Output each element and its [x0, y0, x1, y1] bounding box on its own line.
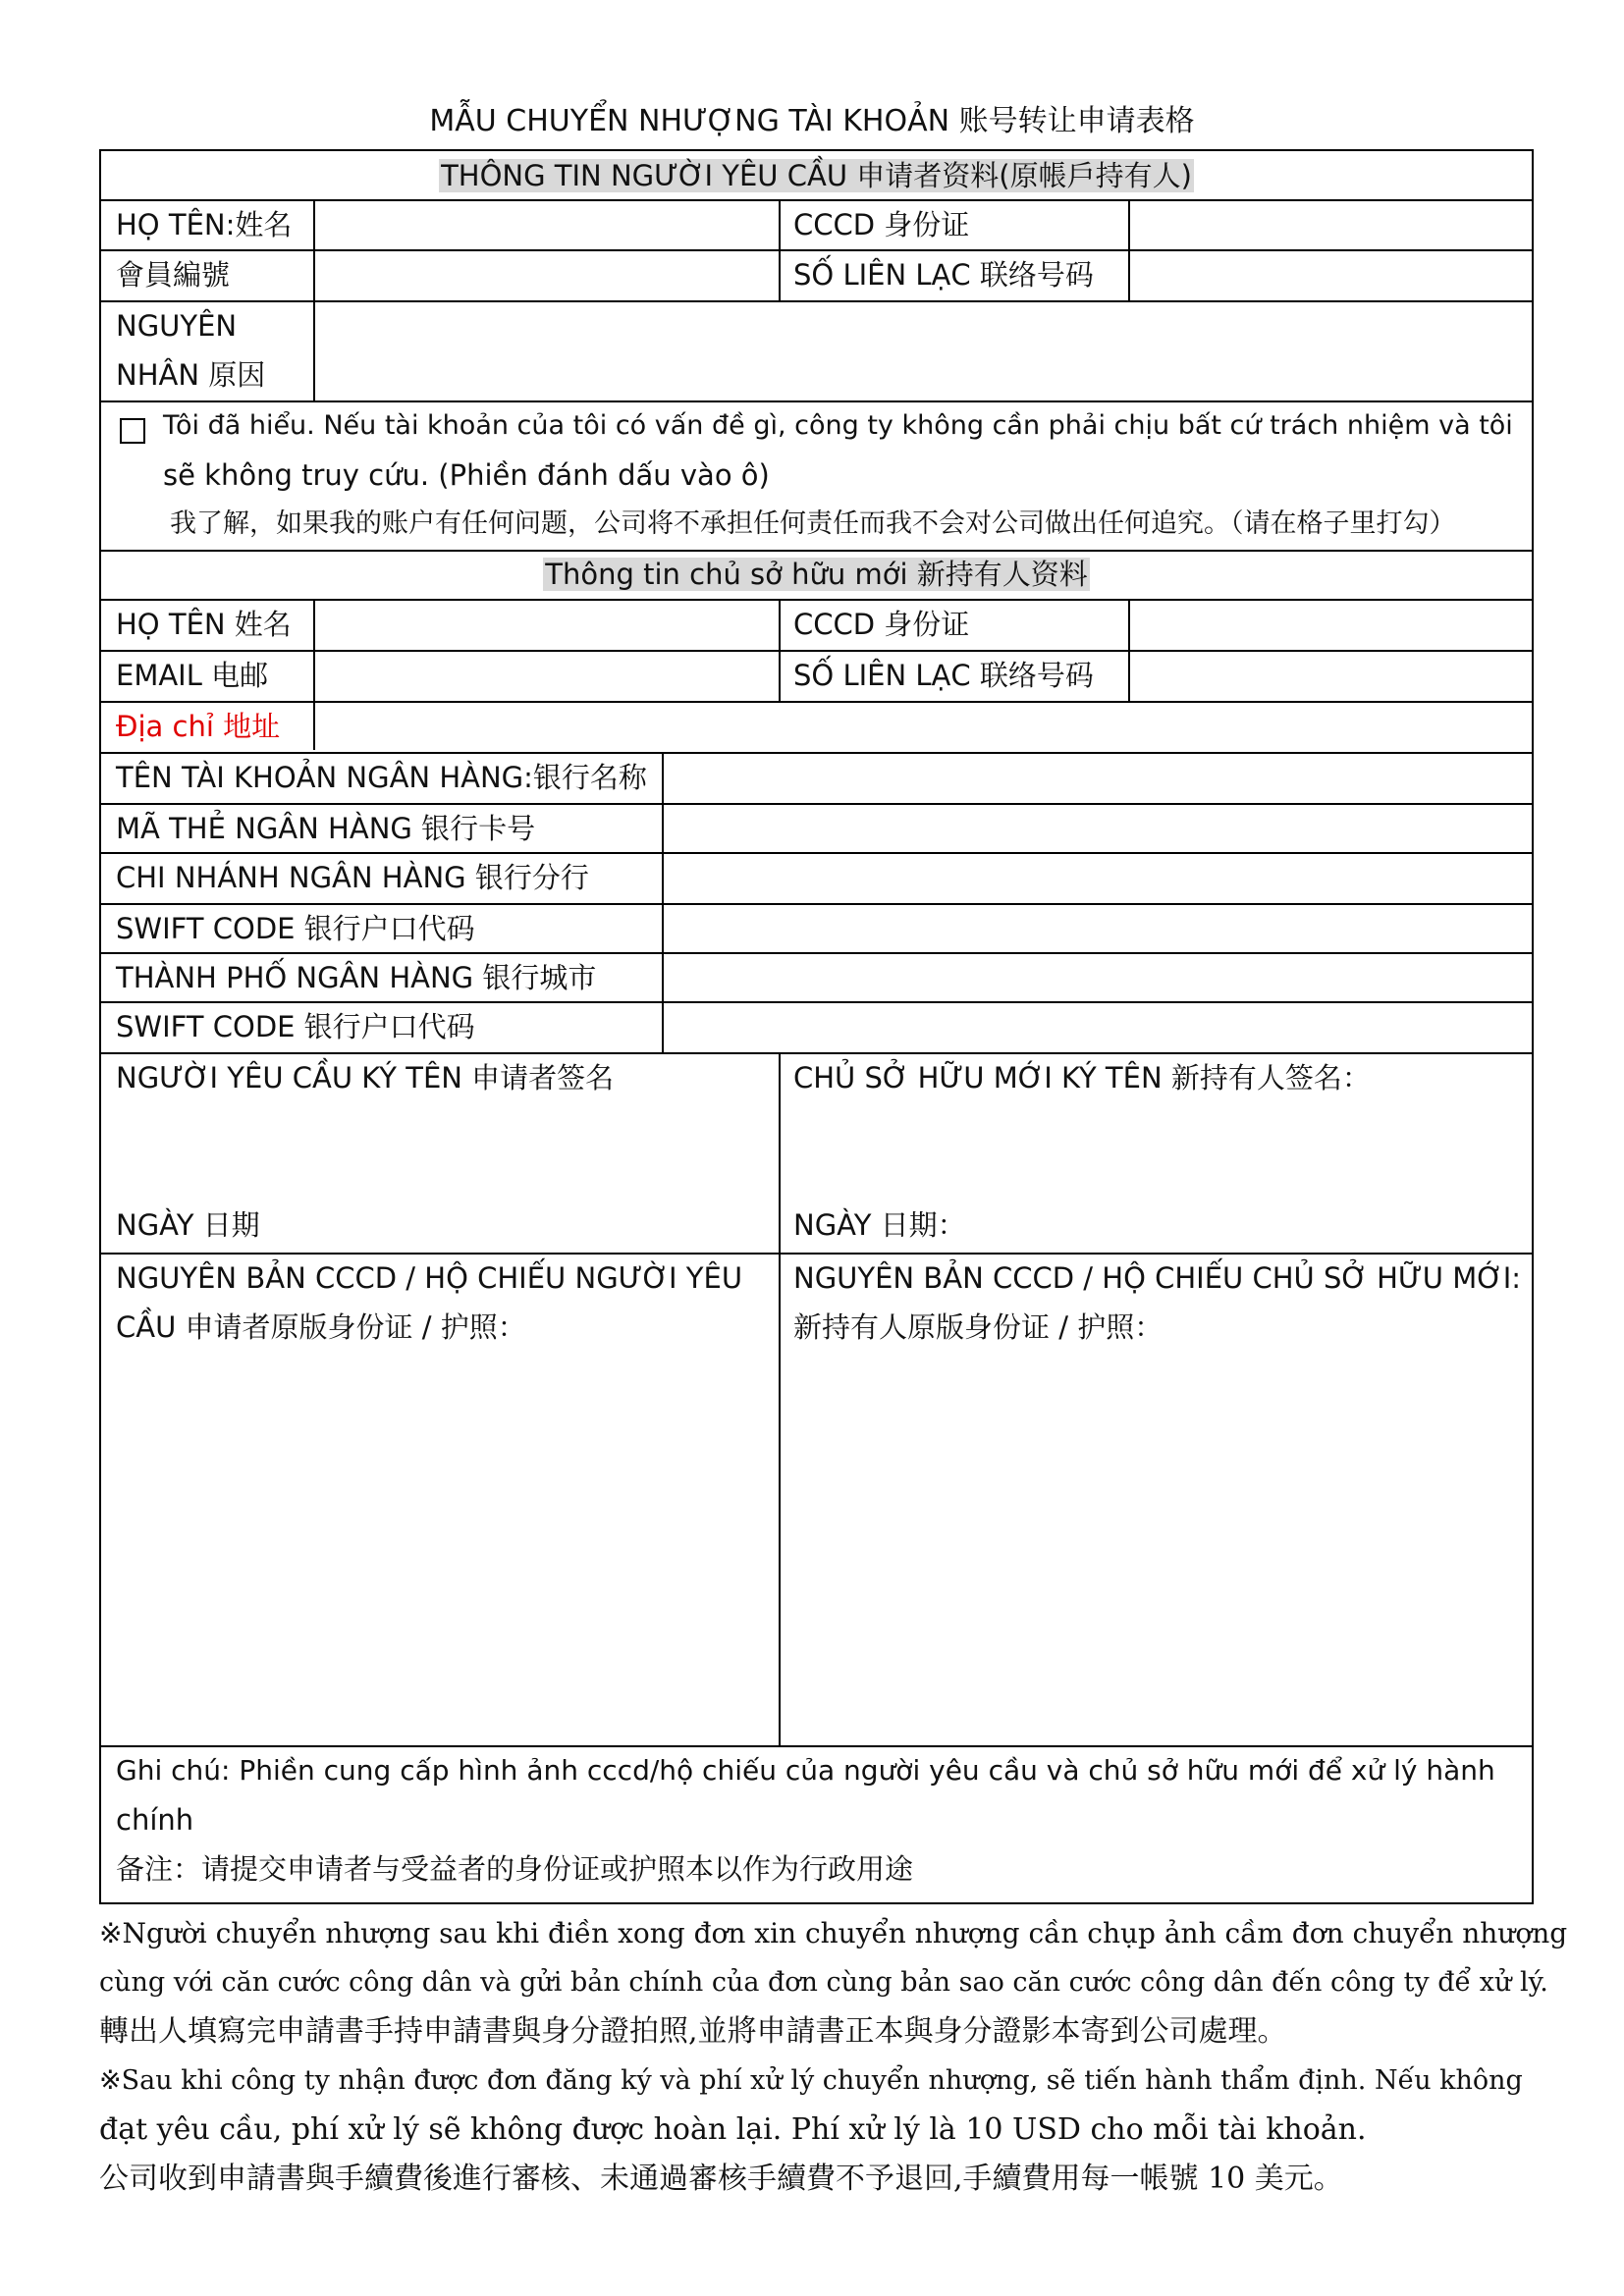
requester-id-doc-line1: NGUYÊN BẢN CCCD / HỘ CHIẾU NGƯỜI YÊU: [116, 1261, 743, 1295]
row-divider: [101, 1253, 1532, 1255]
new-owner-phone-field[interactable]: [1130, 652, 1532, 701]
new-owner-phone-label: SỐ LIÊN LẠC 联络号码: [793, 659, 1094, 692]
requester-phone-label: SỐ LIÊN LẠC 联络号码: [793, 258, 1094, 292]
reason-label-line1: NGUYÊN: [116, 309, 238, 343]
new-owner-email-field[interactable]: [315, 652, 779, 701]
footer-line2: cùng với căn cước công dân và gửi bản chính của đơn cùng bản sao căn cước công dân đến công ty để xử lý.: [99, 1967, 1548, 1998]
row-divider: [101, 1745, 1532, 1747]
swift-code-field-2[interactable]: [664, 1003, 1532, 1052]
requester-signature-area[interactable]: [101, 1099, 779, 1198]
member-no-field[interactable]: [315, 251, 779, 300]
requester-date-label: NGÀY 日期: [116, 1208, 260, 1242]
bank-card-field[interactable]: [664, 805, 1532, 852]
new-owner-id-field[interactable]: [1130, 601, 1532, 650]
new-owner-id-doc-line2: 新持有人原版身份证 / 护照：: [793, 1310, 1164, 1344]
new-owner-date-label: NGÀY 日期：: [793, 1208, 966, 1242]
bank-branch-field[interactable]: [664, 854, 1532, 903]
requester-id-field[interactable]: [1130, 201, 1532, 249]
requester-signature-label: NGƯỜI YÊU CẦU KÝ TÊN 申请者签名: [116, 1061, 615, 1095]
swift-code-label-2: SWIFT CODE 银行户口代码: [116, 1010, 475, 1043]
new-owner-signature-label: CHỦ SỞ HỮU MỚI KÝ TÊN 新持有人签名：: [793, 1061, 1371, 1095]
member-no-label: 會員編號: [116, 258, 231, 292]
new-owner-address-label: Địa chỉ 地址: [116, 710, 281, 743]
new-owner-section-heading: Thông tin chủ sở hữu mới 新持有人资料: [545, 558, 1088, 591]
new-owner-address-field[interactable]: [315, 703, 1532, 752]
agreement-text-line2: sẽ không truy cứu. (Phiền đánh dấu vào ô): [163, 458, 770, 492]
agreement-text-line1: Tôi đã hiểu. Nếu tài khoản của tôi có vấn đề gì, công ty không cần phải chịu bất cứ trách nhiệm và tôi: [163, 410, 1513, 441]
bank-city-label: THÀNH PHỐ NGÂN HÀNG 银行城市: [116, 961, 597, 994]
footer-line5: đạt yêu cầu, phí xử lý sẽ không được hoàn lại. Phí xử lý là 10 USD cho mỗi tài khoản.: [99, 2112, 1367, 2147]
new-owner-name-label: HỌ TÊN 姓名: [116, 608, 292, 641]
row-divider: [101, 550, 1532, 552]
page-title: MẪU CHUYỂN NHƯỢNG TÀI KHOẢN 账号转让申请表格: [429, 104, 1195, 138]
bank-card-label: MÃ THẺ NGÂN HÀNG 银行卡号: [116, 812, 536, 845]
col-divider: [779, 599, 781, 701]
footer-line6: 公司收到申請書與手續費後進行審核、未通過審核手續費不予退回,手續費用每一帳號 10 美元。: [99, 2162, 1343, 2196]
bank-name-field[interactable]: [664, 754, 1532, 803]
new-owner-id-doc-line1: NGUYÊN BẢN CCCD / HỘ CHIẾU CHỦ SỞ HỮU MỚI:: [793, 1261, 1522, 1295]
footer-line1: ※Người chuyển nhượng sau khi điền xong đơn xin chuyển nhượng cần chụp ảnh cầm đơn chuyển nhượng: [99, 1917, 1568, 1949]
transfer-form: [99, 149, 1534, 1904]
new-owner-id-doc-area[interactable]: [781, 1353, 1532, 1745]
row-divider: [101, 1052, 1532, 1054]
note-line1: Ghi chú: Phiền cung cấp hình ảnh cccd/hộ chiếu của người yêu cầu và chủ sở hữu mới để xử lý hành: [116, 1754, 1495, 1787]
bank-branch-label: CHI NHÁNH NGÂN HÀNG 银行分行: [116, 861, 589, 894]
reason-field[interactable]: [315, 302, 1532, 400]
bank-city-field[interactable]: [664, 954, 1532, 1001]
requester-name-field[interactable]: [315, 201, 779, 249]
new-owner-email-label: EMAIL 电邮: [116, 659, 269, 692]
requester-id-label: CCCD 身份证: [793, 208, 970, 241]
bank-name-label: TÊN TÀI KHOẢN NGÂN HÀNG:银行名称: [116, 761, 647, 794]
agreement-checkbox[interactable]: [120, 418, 145, 444]
requester-section-heading: THÔNG TIN NGƯỜI YÊU CẦU 申请者资料(原帳戶持有人): [441, 159, 1192, 192]
col-divider: [779, 199, 781, 300]
footer-line3: 轉出人填寫完申請書手持申請書與身分證拍照,並將申請書正本與身分證影本寄到公司處理。: [99, 2014, 1287, 2049]
note-line2: chính: [116, 1803, 194, 1837]
swift-code-label: SWIFT CODE 银行户口代码: [116, 912, 475, 945]
row-divider: [101, 400, 1532, 402]
new-owner-id-label: CCCD 身份证: [793, 608, 970, 641]
requester-id-doc-line2: CẦU 申请者原版身份证 / 护照：: [116, 1310, 526, 1344]
requester-id-doc-area[interactable]: [101, 1353, 779, 1745]
new-owner-signature-area[interactable]: [781, 1099, 1532, 1198]
reason-label-line2: NHÂN 原因: [116, 358, 266, 392]
agreement-text-line3: 我了解，如果我的账户有任何问题，公司将不承担任何责任而我不会对公司做出任何追究。（请在格子里打勾）: [170, 508, 1456, 539]
requester-phone-field[interactable]: [1130, 251, 1532, 300]
requester-name-label: HỌ TÊN:姓名: [116, 208, 293, 241]
swift-code-field[interactable]: [664, 905, 1532, 952]
footer-line4: ※Sau khi công ty nhận được đơn đăng ký và phí xử lý chuyển nhượng, sẽ tiến hành thẩm định. Nếu không: [99, 2065, 1523, 2096]
new-owner-name-field[interactable]: [315, 601, 779, 650]
note-line3: 备注：请提交申请者与受益者的身份证或护照本以作为行政用途: [116, 1852, 914, 1886]
